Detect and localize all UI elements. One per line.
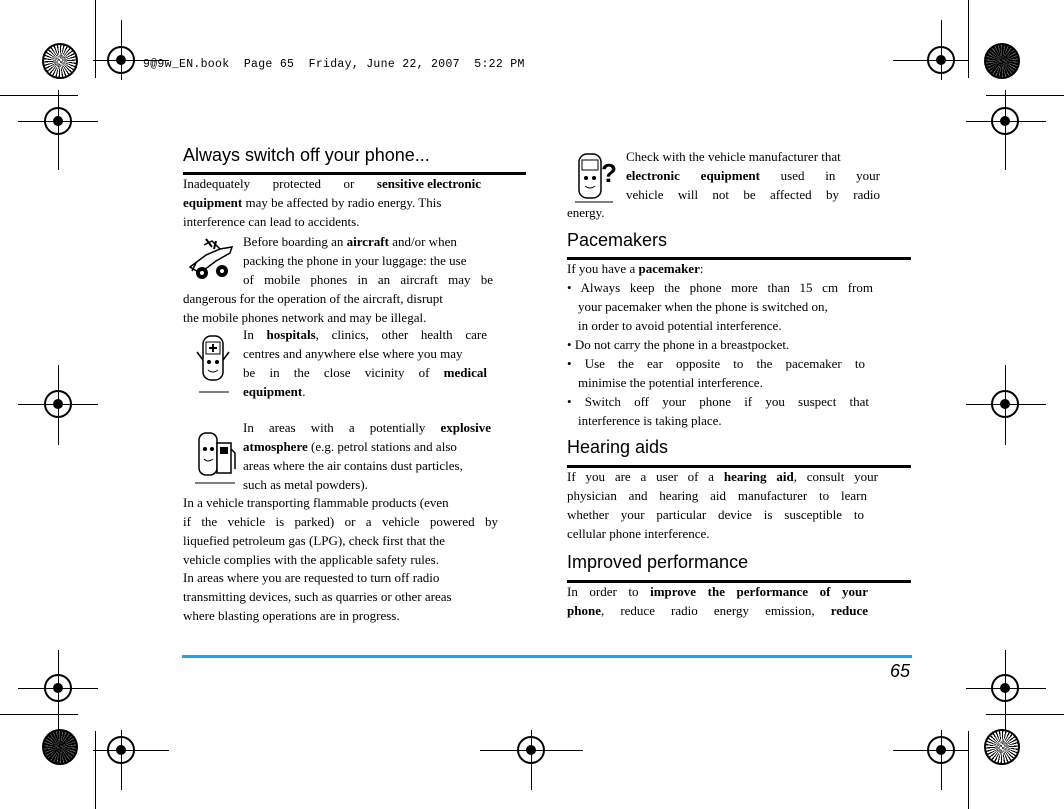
vehicle-paragraph: In a vehicle transporting flammable products (even if the vehicle is parked) or a vehicle powered by liquefied petroleum gas (LPG), check first that the vehicle complies with the applicable safety rules.: [183, 495, 498, 567]
page-number: 65: [889, 661, 910, 681]
section-heading-improved-performance: Improved performance: [567, 552, 749, 572]
color-bar-icon: [984, 43, 1020, 79]
registration-mark: [991, 107, 1019, 135]
list-item: • Switch off your phone if you suspect that interference is taking place.: [567, 394, 869, 428]
fuel-pump-phone-icon: [193, 425, 239, 487]
question-phone-icon: [573, 148, 623, 206]
registration-mark: [44, 674, 72, 702]
registration-mark: [107, 736, 135, 764]
list-item: • Use the ear opposite to the pacemaker to minimise the potential interference.: [567, 356, 865, 390]
registration-mark: [927, 46, 955, 74]
explosive-paragraph: In areas with a potentially explosive atmosphere (e.g. petrol stations and also areas where the air contains dust particles, such as metal powders).: [243, 420, 491, 492]
airplane-phone-icon: [186, 237, 238, 287]
color-bar-icon: [42, 43, 78, 79]
section-heading-hearing-aids: Hearing aids: [567, 437, 669, 457]
pacemaker-intro: If you have a pacemaker:: [567, 261, 704, 276]
intro-paragraph: Inadequately protected or sensitive electronic equipment may be affected by radio energy. This interference can lead to accidents.: [183, 176, 481, 229]
section-heading-switch-off: Always switch off your phone...: [183, 145, 430, 165]
list-item: • Always keep the phone more than 15 cm from your pacemaker when the phone is switched on, in order to avoid potential interference.: [567, 280, 874, 333]
radio-paragraph: In areas where you are requested to turn off radio transmitting devices, such as quarries or other areas where blasting operations are in progress.: [183, 570, 452, 623]
vehicle-check-paragraph-cont: energy.: [567, 205, 605, 220]
registration-mark: [991, 674, 1019, 702]
registration-mark: [927, 736, 955, 764]
book-info-header: 9@9w_EN.book Page 65 Friday, June 22, 2007 5:22 PM: [143, 58, 525, 71]
vehicle-check-paragraph: Check with the vehicle manufacturer that electronic equipment used in your vehicle will not be affected by radio: [626, 149, 880, 202]
svg-text:?: ?: [601, 158, 617, 188]
aircraft-paragraph: Before boarding an aircraft and/or when packing the phone in your luggage: the use of mobile phones in an aircraft may be: [243, 234, 493, 287]
hospitals-paragraph: In hospitals, clinics, other health care centres and anywhere else where you may be in the close vicinity of medical equipment.: [243, 327, 487, 399]
registration-mark: [991, 390, 1019, 418]
registration-mark: [44, 107, 72, 135]
list-item: • Do not carry the phone in a breastpocket.: [567, 337, 790, 352]
color-bar-icon: [984, 729, 1020, 765]
color-bar-icon: [42, 729, 78, 765]
section-heading-pacemakers: Pacemakers: [567, 230, 668, 250]
registration-mark: [107, 46, 135, 74]
hearing-paragraph: If you are a user of a hearing aid, consult your physician and hearing aid manufacturer to learn whether your particular device is susceptible to cellular phone interference.: [567, 469, 878, 541]
aircraft-paragraph-cont: dangerous for the operation of the aircraft, disrupt the mobile phones network and may be illegal.: [183, 291, 443, 325]
registration-mark: [44, 390, 72, 418]
footer-accent-rule: [182, 655, 912, 658]
registration-mark: [517, 736, 545, 764]
performance-paragraph: In order to improve the performance of your phone, reduce radio energy emission, reduce: [567, 584, 868, 618]
pacemaker-bullet-list: [567, 278, 873, 430]
hospital-phone-icon: [193, 330, 237, 396]
